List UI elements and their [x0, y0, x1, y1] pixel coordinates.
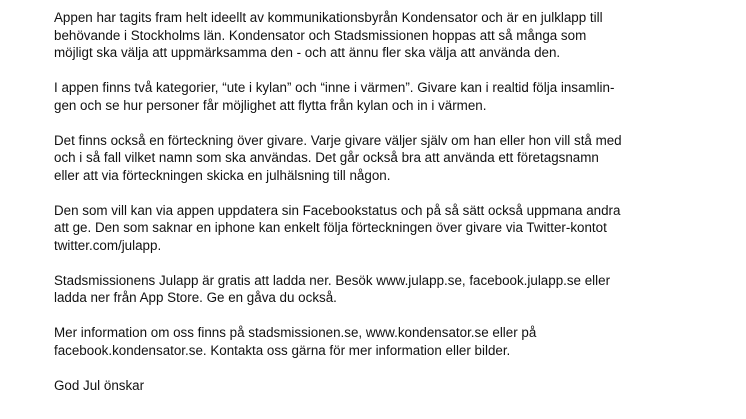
- document-body: [54, 9, 734, 412]
- text-line: Stadsmissionens Julapp är gratis att ladda ner. Besök www.julapp.se, facebook.julapp.se eller: [54, 272, 611, 288]
- text-line: Det finns också en förteckning över givare. Varje givare väljer själv om han eller hon vill stå med: [54, 132, 622, 148]
- paragraph-categories: [54, 79, 734, 114]
- text-line: gen och se hur personer får möjlighet att flytta från kylan och in i värmen.: [54, 97, 487, 113]
- paragraph-download: [54, 272, 734, 307]
- text-line: möjligt ska välja att uppmärksamma den - och att ännu fler ska välja att använda den.: [54, 45, 561, 60]
- text-line: I appen finns två kategorier, “ute i kylan” och “inne i värmen”. Givare kan i realtid följa insamlin-: [54, 80, 615, 95]
- text-line: och i så fall vilket namn som ska användas. Det går också bra att använda ett företagsnamn: [54, 150, 599, 165]
- text-line: Den som vill kan via appen uppdatera sin Facebookstatus och på så sätt också uppmana andra: [54, 202, 621, 218]
- paragraph-social-sharing: [54, 202, 734, 255]
- text-line: twitter.com/julapp.: [54, 237, 162, 253]
- text-line: behövande i Stockholms län. Kondensator och Stadsmissionen hoppas att så många som: [54, 27, 587, 43]
- text-line: God Jul önskar: [54, 377, 145, 393]
- paragraph-donor-list: [54, 132, 734, 185]
- paragraph-intro: [54, 9, 734, 62]
- text-line: facebook.kondensator.se. Kontakta oss gärna för mer information eller bilder.: [54, 342, 511, 358]
- text-line: Appen har tagits fram helt ideellt av kommunikationsbyrån Kondensator och är en julklapp till: [54, 10, 603, 25]
- paragraph-closing: [54, 377, 734, 395]
- paragraph-contact: [54, 324, 734, 359]
- text-line: eller att via förteckningen skicka en julhälsning till någon.: [54, 167, 391, 183]
- text-line: Mer information om oss finns på stadsmissionen.se, www.kondensator.se eller på: [54, 325, 537, 340]
- text-line: ladda ner från App Store. Ge en gåva du också.: [54, 290, 337, 305]
- text-line: att ge. Den som saknar en iphone kan enkelt följa förteckningen över givare via Twitter-kontot: [54, 220, 607, 235]
